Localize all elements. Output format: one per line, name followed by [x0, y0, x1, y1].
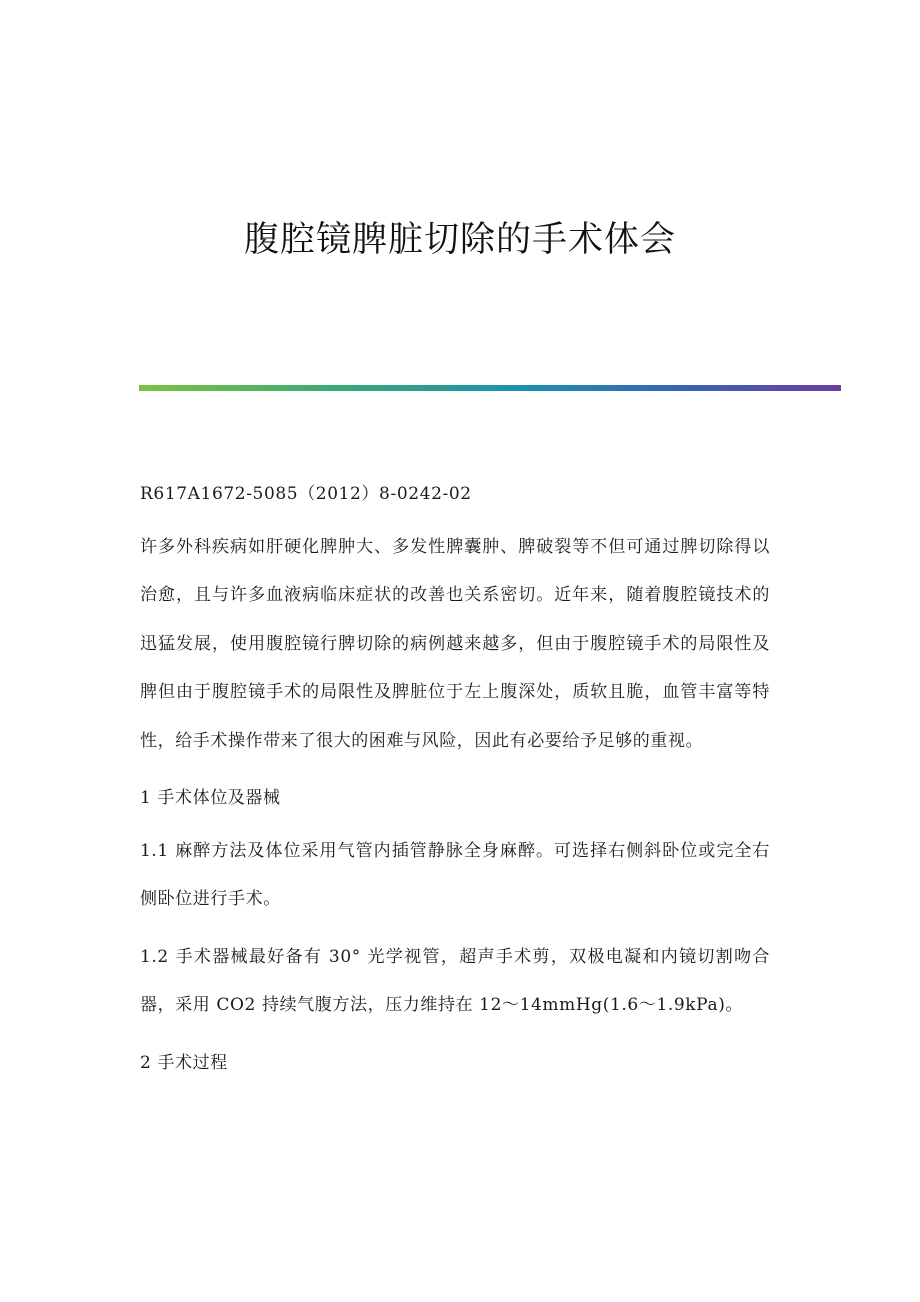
- document-body: [140, 470, 770, 1091]
- title-divider-bar: [139, 385, 841, 391]
- section-1-heading: 1 手术体位及器械: [140, 788, 281, 808]
- section-1-1-paragraph: 1.1 麻醉方法及体位采用气管内插管静脉全身麻醉。可选择右侧斜卧位或完全右侧卧位进行手术。: [140, 840, 770, 909]
- section-2-heading: 2 手术过程: [140, 1052, 228, 1073]
- reference-code: R617A1672-5085（2012）8-0242-02: [140, 484, 472, 504]
- document-title: 腹腔镜脾脏切除的手术体会: [243, 220, 676, 260]
- intro-paragraph: 许多外科疾病如肝硬化脾肿大、多发性脾囊肿、脾破裂等不但可通过脾切除得以治愈，且与许多血液病临床症状的改善也关系密切。近年来，随着腹腔镜技术的迅猛发展，使用腹腔镜行脾切除的病例越来越多，但由于腹腔镜手术的局限性及脾但由于腹腔镜手术的局限性及脾脏位于左上腹深处，质软且脆，血管丰富等特性，给手术操作带来了很大的困难与风险，因此有必要给予足够的重视。: [140, 536, 770, 751]
- section-1-2-paragraph: 1.2 手术器械最好备有 30° 光学视管，超声手术剪，双极电凝和内镜切割吻合器，采用 CO2 持续气腹方法，压力维持在 12～14mmHg(1.6～1.9kPa)。: [140, 946, 770, 1015]
